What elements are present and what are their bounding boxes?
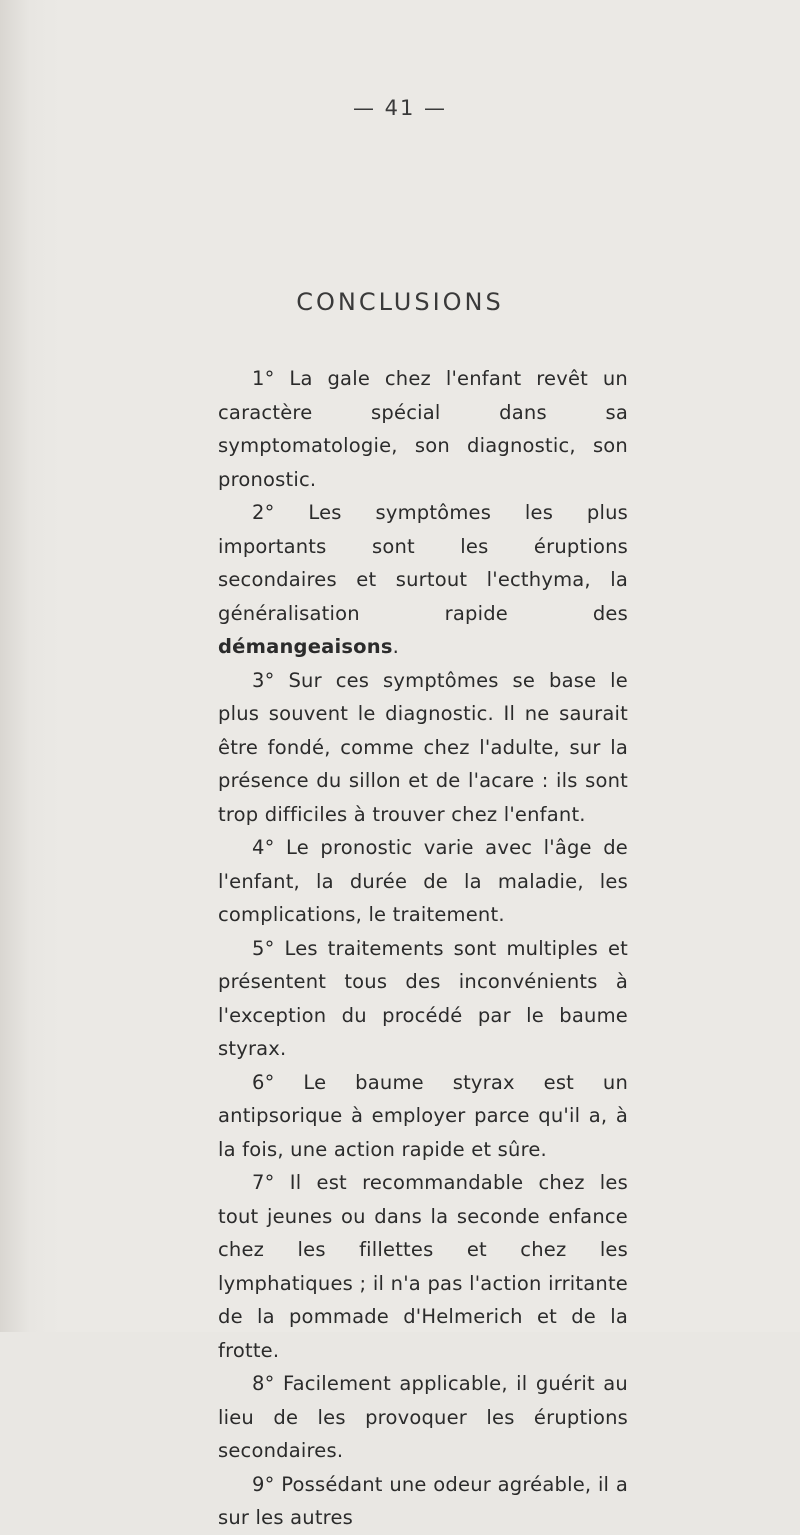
conclusion-item-8: 8° Facilement applicable, il guérit au lieu de les provoquer les éruptions secondaires. (218, 1372, 628, 1462)
conclusion-item-9: 9° Possédant une odeur agréable, il a sur les autres (218, 1472, 628, 1529)
conclusion-item-6: 6° Le baume styrax est un antipsorique à employer parce qu'il a, à la fois, une action rapide et sûre. (218, 1070, 628, 1161)
conclusion-item-2: 2° Les symptômes les plus importants sont les éruptions secondaires et surtout l'ecthyma, la généralisation rapide des démangeaisons. (218, 501, 628, 658)
conclusion-item-4: 4° Le pronostic varie avec l'âge de l'enfant, la durée de la maladie, les complications, le traitement. (218, 836, 628, 926)
page-number: — 41 — (352, 96, 448, 120)
conclusion-item-7: 7° Il est recommandable chez les tout jeunes ou dans la seconde enfance chez les fillettes et chez les lymphatiques ; il n'a pas l'action irritante de la pommade d'Helmerich et de la frotte. (218, 1171, 628, 1362)
conclusion-item-1: 1° La gale chez l'enfant revêt un caractère spécial dans sa symptomatologie, son diagnostic, son pronostic. (218, 367, 628, 491)
conclusion-item-3: 3° Sur ces symptômes se base le plus souvent le diagnostic. Il ne saurait être fondé, comme chez l'adulte, sur la présence du sillon et de l'acare : ils sont trop difficiles à trouver chez l'enfant. (218, 668, 628, 826)
conclusion-item-5: 5° Les traitements sont multiples et présentent tous des inconvénients à l'exception du procédé par le baume styrax. (218, 936, 628, 1060)
emphasized-word: démangeaisons (218, 635, 393, 658)
page-title: CONCLUSIONS (296, 288, 504, 317)
conclusions-list (218, 362, 628, 1535)
